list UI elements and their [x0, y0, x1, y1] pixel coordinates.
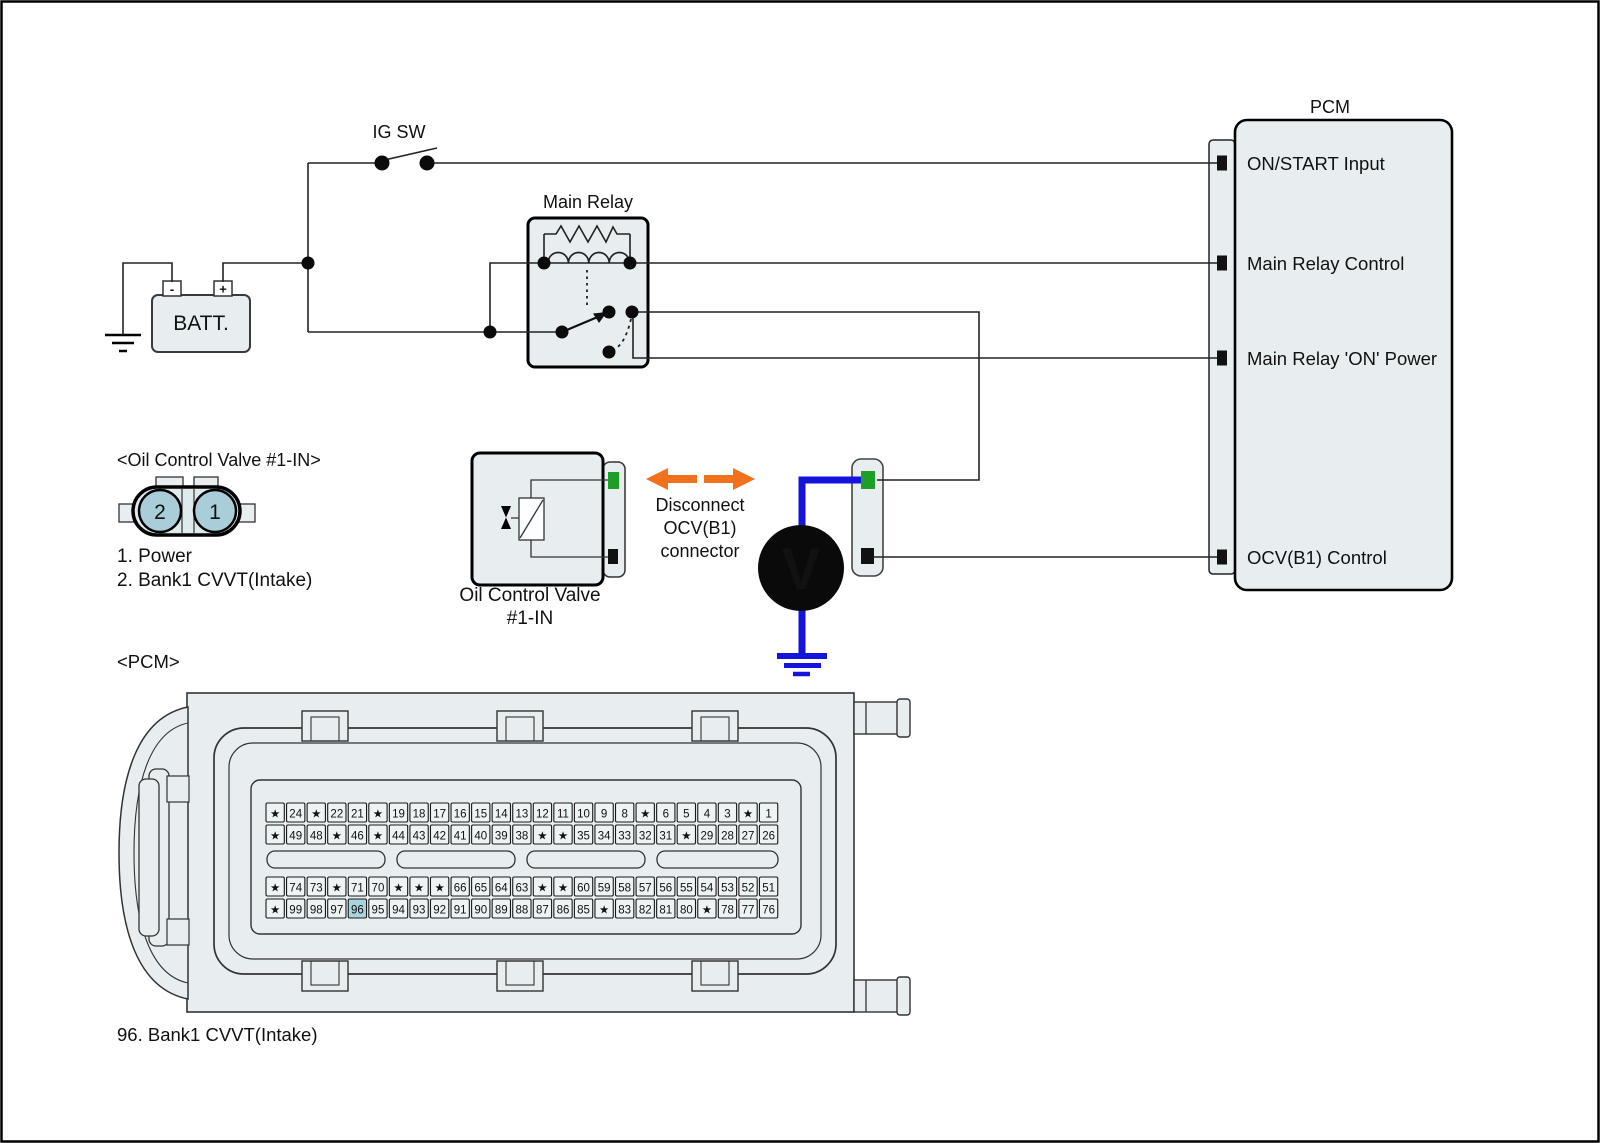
- pcm-pin-cell-text: 48: [309, 830, 323, 843]
- pcm-pin-cell-text: 38: [515, 830, 529, 843]
- battery-minus-label: -: [169, 281, 175, 297]
- pcm-connector-drawing: [117, 651, 910, 1045]
- pcm-pin-ocv-control: [1217, 550, 1227, 565]
- pcm-pin-cell-text: ★: [742, 808, 754, 821]
- ig-switch-node-right: [420, 156, 435, 171]
- ocv-name-line2: #1-IN: [506, 608, 554, 629]
- pcm-pin-cell-text: 91: [453, 904, 467, 917]
- cable-clip-top: [167, 776, 189, 802]
- coil-node-right: [624, 257, 637, 270]
- switch-off-node: [603, 346, 616, 359]
- disconnect-line3: connector: [660, 541, 740, 561]
- pcm-pin-cell-text: 44: [392, 830, 405, 843]
- ig-switch-label: IG SW: [372, 122, 426, 142]
- pcm-pin-cell-text: ★: [557, 830, 569, 843]
- key-bar-1: [267, 851, 385, 868]
- pcm-pin-cell-text: 18: [412, 808, 426, 821]
- pcm-pin-cell-text: 99: [289, 904, 303, 917]
- tab-right-bottom: [854, 980, 900, 1012]
- pcm-pin-cell-text: 97: [330, 904, 344, 917]
- pcm-pin-cell-text: ★: [701, 904, 713, 917]
- pcm-pin-cell-text: 24: [289, 808, 303, 821]
- pcm-pin-cell-text: 77: [741, 904, 755, 917]
- battery-label: BATT.: [173, 312, 229, 335]
- pcm-pin-cell-text: 4: [703, 808, 711, 821]
- pcm-pin-cell-text: 96: [350, 904, 364, 917]
- pcm-pin-cell-text: 14: [494, 808, 508, 821]
- pcm-pin-cell-text: 82: [638, 904, 652, 917]
- key-bar-4: [657, 851, 778, 868]
- pcm-pin-cell-text: 39: [494, 830, 508, 843]
- pcm-pin-cell-text: 6: [662, 808, 669, 821]
- pcm-pin-cell-text: ★: [537, 830, 548, 843]
- pcm-pin-cell-text: 5: [683, 808, 690, 821]
- pcm-pin-main-relay-control: [1217, 256, 1227, 271]
- switch-common-node: [556, 326, 569, 339]
- ocv-name-line1: Oil Control Valve: [459, 585, 601, 606]
- pcm-pin-cell-text: 81: [659, 904, 673, 917]
- pcm-pin-cell-text: 32: [638, 830, 652, 843]
- pcm-pin-cell-text: 28: [721, 830, 734, 843]
- pcm-pin-cell-text: 46: [350, 830, 364, 843]
- pcm-pin-cell-text: 71: [350, 882, 364, 895]
- pcm-pin-cell-text: ★: [413, 882, 425, 895]
- battery-plus-label: +: [219, 281, 227, 297]
- pcm-pin-cell-text: 59: [597, 882, 611, 895]
- pcm-pin-cell-text: 43: [412, 830, 426, 843]
- junction-relay-branch: [484, 326, 497, 339]
- disconnect-line2: OCV(B1): [663, 518, 737, 538]
- pcm-pin-cell-text: 90: [474, 904, 488, 917]
- pcm-pin-cell-text: ★: [681, 830, 692, 843]
- pcm-pin-cell-text: 22: [330, 808, 344, 821]
- pcm-pin-cell-text: 60: [577, 882, 590, 895]
- pcm-pin-cell-text: 93: [412, 904, 426, 917]
- pcm-pin-cell-text: 9: [600, 808, 608, 821]
- pcm-pin-cell-text: 58: [618, 882, 632, 895]
- pcm-pin-on-start: [1217, 156, 1227, 171]
- pcm-title: PCM: [1310, 97, 1350, 117]
- cable-bar-inner: [139, 779, 159, 936]
- clip-bottom-1: [302, 961, 348, 991]
- pcm-pin-cell-text: 66: [453, 882, 467, 895]
- pcm-pin-cell-text: 87: [536, 904, 549, 917]
- pcm-pin-cell-text: 74: [289, 882, 303, 895]
- pcm-pin-cell-text: 10: [577, 808, 590, 821]
- main-relay-label: Main Relay: [542, 192, 634, 212]
- pcm-pin-cell-text: 78: [721, 904, 734, 917]
- pcm-pin-cell-text: 15: [474, 808, 488, 821]
- clip-top-2: [497, 711, 543, 741]
- pcm-pin-cell-text: ★: [269, 830, 281, 843]
- pcm-pin-cell-text: 33: [618, 830, 632, 843]
- coil-node-left: [538, 257, 551, 270]
- disconnect-line1: Disconnect: [655, 495, 745, 515]
- ocv-pinout-title: <Oil Control Valve #1-IN>: [117, 450, 321, 470]
- switch-output-node: [626, 306, 639, 319]
- key-bar-2: [397, 851, 515, 868]
- tab-right-bottom-cap: [897, 977, 910, 1015]
- pcm-pin-cell-text: 63: [515, 882, 529, 895]
- pcm-pin-label-on-power: Main Relay 'ON' Power: [1247, 348, 1438, 369]
- harness-pin-green: [861, 471, 875, 489]
- pcm-pin-cell-text: ★: [269, 904, 281, 917]
- clip-bottom-2: [497, 961, 543, 991]
- ocv-pin-black: [608, 549, 618, 564]
- pcm-pin-cell-text: 95: [371, 904, 385, 917]
- connector-caption: 96. Bank1 CVVT(Intake): [117, 1024, 318, 1045]
- clip-top-1: [302, 711, 348, 741]
- pcm-pin-cell-text: 17: [433, 808, 447, 821]
- pcm-pin-cell-text: 98: [309, 904, 323, 917]
- key-bar-3: [527, 851, 645, 868]
- pcm-pin-cell-text: 53: [721, 882, 734, 895]
- pcm-pin-cell-text: ★: [598, 904, 610, 917]
- pcm-pin-cell-text: ★: [331, 830, 342, 843]
- pcm-pin-cell-text: 55: [679, 882, 693, 895]
- tab-right-top: [854, 702, 900, 734]
- pcm-pin-cell-text: 76: [762, 904, 775, 917]
- pcm-pin-cell-text: ★: [640, 808, 651, 821]
- pcm-pin-cell-text: 86: [556, 904, 570, 917]
- pcm-pin-cell-text: 12: [536, 808, 549, 821]
- clip-top-3: [692, 711, 738, 741]
- pcm-pin-cell-text: ★: [269, 808, 281, 821]
- pcm-pin-cell-text: 21: [350, 808, 364, 821]
- pcm-pin-cell-text: ★: [393, 882, 404, 895]
- ocv-pin-green: [608, 472, 619, 489]
- ocv-component: [459, 453, 619, 629]
- pcm-pin-cell-text: 80: [679, 904, 693, 917]
- pcm-pin-cell-text: 64: [494, 882, 508, 895]
- pcm-pin-cell-text: 34: [597, 830, 611, 843]
- pcm-pin-cell-text: ★: [311, 808, 322, 821]
- pcm-pin-cell-text: 8: [621, 808, 628, 821]
- pcm-pin-cell-text: 11: [557, 808, 569, 821]
- pcm-pin-label-relay-control: Main Relay Control: [1247, 253, 1405, 274]
- pcm-pin-cell-text: 3: [724, 808, 731, 821]
- pcm-pin-cell-text: 35: [577, 830, 590, 843]
- harness-pin-black: [861, 548, 874, 564]
- voltmeter-symbol: V: [781, 537, 821, 602]
- pcm-pin-cell-text: 19: [392, 808, 405, 821]
- pill-pin-2-number: 2: [154, 501, 166, 524]
- pcm-pin-cell-text: 70: [371, 882, 385, 895]
- pcm-pin-cell-text: 94: [392, 904, 405, 917]
- pcm-pin-cell-text: 40: [474, 830, 488, 843]
- pcm-pin-cell-text: 13: [515, 808, 529, 821]
- pcm-pin-cell-text: 27: [741, 830, 755, 843]
- tab-right-top-cap: [897, 699, 910, 737]
- pcm-pin-cell-text: 49: [289, 830, 303, 843]
- pcm-pin-cell-text: 88: [515, 904, 529, 917]
- clip-bottom-3: [692, 961, 738, 991]
- pcm-pin-cell-text: 26: [762, 830, 775, 843]
- pcm-pin-on-power: [1217, 351, 1227, 366]
- pcm-pin-cell-text: ★: [537, 882, 548, 895]
- pill-pin-1-number: 1: [209, 501, 221, 524]
- switch-contact-node: [603, 306, 616, 319]
- pcm-pin-cell-text: 31: [659, 830, 673, 843]
- pcm-pin-label-on-start: ON/START Input: [1247, 153, 1385, 174]
- pcm-pin-cell-text: 57: [638, 882, 652, 895]
- pcm-pin-label-ocv-control: OCV(B1) Control: [1247, 547, 1387, 568]
- ig-switch-node-left: [375, 156, 390, 171]
- pcm-pin-cell-text: ★: [372, 808, 384, 821]
- pcm-pin-cell-text: 52: [741, 882, 755, 895]
- pcm-pin-cell-text: 42: [433, 830, 447, 843]
- pcm-connector-title: <PCM>: [117, 651, 180, 672]
- pcm-pin-cell-text: 89: [494, 904, 508, 917]
- pcm-pin-cell-text: ★: [269, 882, 281, 895]
- pcm-pin-cell-text: ★: [372, 830, 384, 843]
- junction-battery: [302, 257, 315, 270]
- pcm-pin-cell-text: 29: [700, 830, 714, 843]
- pcm-pin-cell-text: 51: [762, 882, 775, 895]
- pcm-pin-cell-text: ★: [434, 882, 445, 895]
- pcm-pin-cell-text: ★: [331, 882, 342, 895]
- pcm-pin-cell-text: 54: [700, 882, 714, 895]
- pcm-pin-cell-text: 73: [309, 882, 323, 895]
- cable-clip-bottom: [167, 919, 189, 945]
- pcm-pin-cell-text: 83: [618, 904, 632, 917]
- pcm-pin-cell-text: 65: [474, 882, 488, 895]
- legend-cvvt: 2. Bank1 CVVT(Intake): [117, 570, 313, 591]
- pcm-pin-cell-text: 16: [453, 808, 467, 821]
- pcm-pin-cell-text: 92: [433, 904, 447, 917]
- pcm-pin-cell-text: 56: [659, 882, 673, 895]
- legend-power: 1. Power: [117, 546, 192, 567]
- pcm-pin-cell-text: ★: [557, 882, 569, 895]
- pcm-pin-cell-text: 41: [453, 830, 467, 843]
- main-relay: [528, 192, 648, 367]
- pcm-pin-cell-text: 85: [577, 904, 590, 917]
- pcm-pin-cell-text: 1: [765, 808, 772, 821]
